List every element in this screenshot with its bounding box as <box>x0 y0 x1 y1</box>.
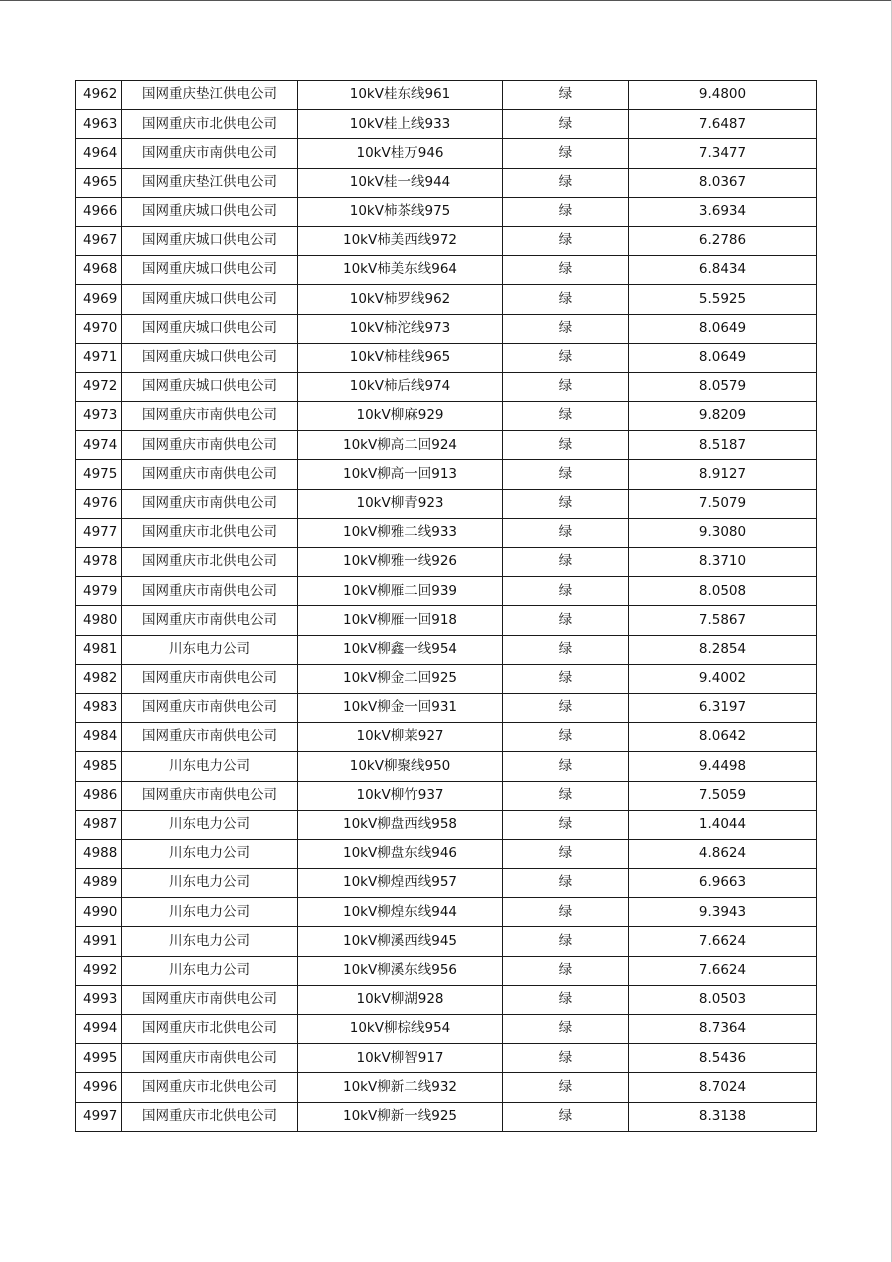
table-row <box>76 781 817 810</box>
value-cell: 8.5436 <box>629 1044 817 1073</box>
table-row <box>76 197 817 226</box>
value-cell: 1.4044 <box>629 810 817 839</box>
company-cell: 国网重庆市南供电公司 <box>122 402 298 431</box>
company-cell: 国网重庆城口供电公司 <box>122 285 298 314</box>
line-name-cell: 10kV柿美东线964 <box>298 256 503 285</box>
status-cell: 绿 <box>503 256 629 285</box>
line-name-cell: 10kV柿桂线965 <box>298 343 503 372</box>
row-number-cell: 4965 <box>76 168 122 197</box>
table-row <box>76 431 817 460</box>
table-row <box>76 606 817 635</box>
status-cell: 绿 <box>503 810 629 839</box>
status-cell: 绿 <box>503 664 629 693</box>
line-name-cell: 10kV柳金二回925 <box>298 664 503 693</box>
row-number-cell: 4987 <box>76 810 122 839</box>
value-cell: 9.4498 <box>629 752 817 781</box>
status-cell: 绿 <box>503 723 629 752</box>
company-cell: 国网重庆市北供电公司 <box>122 1073 298 1102</box>
company-cell: 国网重庆市南供电公司 <box>122 577 298 606</box>
status-cell: 绿 <box>503 752 629 781</box>
row-number-cell: 4970 <box>76 314 122 343</box>
company-cell: 国网重庆市北供电公司 <box>122 518 298 547</box>
line-name-cell: 10kV柿罗线962 <box>298 285 503 314</box>
table-row <box>76 402 817 431</box>
row-number-cell: 4966 <box>76 197 122 226</box>
status-cell: 绿 <box>503 314 629 343</box>
table-row <box>76 1102 817 1131</box>
value-cell: 8.0579 <box>629 372 817 401</box>
table-row <box>76 343 817 372</box>
company-cell: 国网重庆垫江供电公司 <box>122 81 298 110</box>
row-number-cell: 4974 <box>76 431 122 460</box>
value-cell: 8.0367 <box>629 168 817 197</box>
line-name-cell: 10kV柳麻929 <box>298 402 503 431</box>
value-cell: 8.2854 <box>629 635 817 664</box>
company-cell: 国网重庆市南供电公司 <box>122 781 298 810</box>
table-row <box>76 314 817 343</box>
table-body <box>76 81 817 1132</box>
status-cell: 绿 <box>503 460 629 489</box>
row-number-cell: 4985 <box>76 752 122 781</box>
company-cell: 国网重庆市南供电公司 <box>122 664 298 693</box>
status-cell: 绿 <box>503 635 629 664</box>
table-row <box>76 110 817 139</box>
company-cell: 国网重庆城口供电公司 <box>122 197 298 226</box>
row-number-cell: 4988 <box>76 839 122 868</box>
line-name-cell: 10kV柳竹937 <box>298 781 503 810</box>
table-row <box>76 489 817 518</box>
line-name-cell: 10kV柳高一回913 <box>298 460 503 489</box>
value-cell: 8.3710 <box>629 548 817 577</box>
status-cell: 绿 <box>503 226 629 255</box>
value-cell: 8.5187 <box>629 431 817 460</box>
company-cell: 国网重庆城口供电公司 <box>122 314 298 343</box>
company-cell: 川东电力公司 <box>122 898 298 927</box>
status-cell: 绿 <box>503 168 629 197</box>
status-cell: 绿 <box>503 431 629 460</box>
table-row <box>76 693 817 722</box>
line-name-cell: 10kV柳高二回924 <box>298 431 503 460</box>
row-number-cell: 4975 <box>76 460 122 489</box>
table-row <box>76 985 817 1014</box>
status-cell: 绿 <box>503 839 629 868</box>
value-cell: 7.5059 <box>629 781 817 810</box>
line-name-cell: 10kV桂一线944 <box>298 168 503 197</box>
value-cell: 8.3138 <box>629 1102 817 1131</box>
status-cell: 绿 <box>503 139 629 168</box>
status-cell: 绿 <box>503 197 629 226</box>
line-name-cell: 10kV柳聚线950 <box>298 752 503 781</box>
row-number-cell: 4971 <box>76 343 122 372</box>
table-row <box>76 664 817 693</box>
company-cell: 国网重庆市南供电公司 <box>122 431 298 460</box>
status-cell: 绿 <box>503 548 629 577</box>
company-cell: 川东电力公司 <box>122 927 298 956</box>
status-cell: 绿 <box>503 1073 629 1102</box>
data-table <box>75 80 817 1132</box>
line-name-cell: 10kV柳煌东线944 <box>298 898 503 927</box>
value-cell: 9.3080 <box>629 518 817 547</box>
line-name-cell: 10kV柳棕线954 <box>298 1015 503 1044</box>
row-number-cell: 4995 <box>76 1044 122 1073</box>
table-row <box>76 927 817 956</box>
line-name-cell: 10kV柳莱927 <box>298 723 503 752</box>
row-number-cell: 4978 <box>76 548 122 577</box>
status-cell: 绿 <box>503 606 629 635</box>
line-name-cell: 10kV桂东线961 <box>298 81 503 110</box>
line-name-cell: 10kV柿后线974 <box>298 372 503 401</box>
row-number-cell: 4994 <box>76 1015 122 1044</box>
value-cell: 6.3197 <box>629 693 817 722</box>
company-cell: 国网重庆市北供电公司 <box>122 110 298 139</box>
row-number-cell: 4996 <box>76 1073 122 1102</box>
row-number-cell: 4968 <box>76 256 122 285</box>
company-cell: 国网重庆市南供电公司 <box>122 606 298 635</box>
status-cell: 绿 <box>503 110 629 139</box>
line-name-cell: 10kV桂万946 <box>298 139 503 168</box>
line-name-cell: 10kV柳雅二线933 <box>298 518 503 547</box>
table-row <box>76 898 817 927</box>
status-cell: 绿 <box>503 869 629 898</box>
table-row <box>76 1073 817 1102</box>
row-number-cell: 4980 <box>76 606 122 635</box>
value-cell: 7.6624 <box>629 927 817 956</box>
status-cell: 绿 <box>503 343 629 372</box>
table-row <box>76 1044 817 1073</box>
company-cell: 国网重庆市南供电公司 <box>122 1044 298 1073</box>
company-cell: 川东电力公司 <box>122 810 298 839</box>
company-cell: 国网重庆市南供电公司 <box>122 139 298 168</box>
company-cell: 国网重庆城口供电公司 <box>122 256 298 285</box>
table-row <box>76 548 817 577</box>
line-name-cell: 10kV柿沱线973 <box>298 314 503 343</box>
company-cell: 国网重庆市南供电公司 <box>122 460 298 489</box>
line-name-cell: 10kV柳湖928 <box>298 985 503 1014</box>
row-number-cell: 4993 <box>76 985 122 1014</box>
line-name-cell: 10kV桂上线933 <box>298 110 503 139</box>
value-cell: 7.3477 <box>629 139 817 168</box>
value-cell: 8.7024 <box>629 1073 817 1102</box>
value-cell: 6.2786 <box>629 226 817 255</box>
line-name-cell: 10kV柳雁二回939 <box>298 577 503 606</box>
value-cell: 8.0508 <box>629 577 817 606</box>
value-cell: 8.0649 <box>629 343 817 372</box>
line-name-cell: 10kV柳新二线932 <box>298 1073 503 1102</box>
row-number-cell: 4982 <box>76 664 122 693</box>
company-cell: 国网重庆市北供电公司 <box>122 548 298 577</box>
table-row <box>76 81 817 110</box>
table-row <box>76 518 817 547</box>
company-cell: 国网重庆市南供电公司 <box>122 693 298 722</box>
company-cell: 国网重庆市南供电公司 <box>122 489 298 518</box>
line-name-cell: 10kV柿茶线975 <box>298 197 503 226</box>
table-row <box>76 285 817 314</box>
row-number-cell: 4967 <box>76 226 122 255</box>
row-number-cell: 4979 <box>76 577 122 606</box>
row-number-cell: 4977 <box>76 518 122 547</box>
company-cell: 国网重庆市北供电公司 <box>122 1015 298 1044</box>
row-number-cell: 4981 <box>76 635 122 664</box>
company-cell: 川东电力公司 <box>122 635 298 664</box>
value-cell: 9.8209 <box>629 402 817 431</box>
value-cell: 7.5867 <box>629 606 817 635</box>
company-cell: 川东电力公司 <box>122 839 298 868</box>
line-name-cell: 10kV柳金一回931 <box>298 693 503 722</box>
table-row <box>76 139 817 168</box>
table-row <box>76 810 817 839</box>
value-cell: 9.4800 <box>629 81 817 110</box>
line-name-cell: 10kV柿美西线972 <box>298 226 503 255</box>
table-row <box>76 256 817 285</box>
row-number-cell: 4991 <box>76 927 122 956</box>
company-cell: 川东电力公司 <box>122 869 298 898</box>
company-cell: 川东电力公司 <box>122 956 298 985</box>
value-cell: 8.7364 <box>629 1015 817 1044</box>
table-row <box>76 869 817 898</box>
company-cell: 川东电力公司 <box>122 752 298 781</box>
value-cell: 6.9663 <box>629 869 817 898</box>
value-cell: 6.8434 <box>629 256 817 285</box>
value-cell: 9.3943 <box>629 898 817 927</box>
row-number-cell: 4990 <box>76 898 122 927</box>
status-cell: 绿 <box>503 1044 629 1073</box>
table-row <box>76 577 817 606</box>
status-cell: 绿 <box>503 577 629 606</box>
line-name-cell: 10kV柳新一线925 <box>298 1102 503 1131</box>
table-row <box>76 635 817 664</box>
company-cell: 国网重庆市南供电公司 <box>122 723 298 752</box>
line-name-cell: 10kV柳溪西线945 <box>298 927 503 956</box>
row-number-cell: 4992 <box>76 956 122 985</box>
value-cell: 9.4002 <box>629 664 817 693</box>
table-row <box>76 839 817 868</box>
line-name-cell: 10kV柳雁一回918 <box>298 606 503 635</box>
row-number-cell: 4964 <box>76 139 122 168</box>
value-cell: 7.6487 <box>629 110 817 139</box>
row-number-cell: 4972 <box>76 372 122 401</box>
row-number-cell: 4984 <box>76 723 122 752</box>
company-cell: 国网重庆城口供电公司 <box>122 372 298 401</box>
line-name-cell: 10kV柳青923 <box>298 489 503 518</box>
company-cell: 国网重庆市北供电公司 <box>122 1102 298 1131</box>
company-cell: 国网重庆城口供电公司 <box>122 226 298 255</box>
table-row <box>76 372 817 401</box>
table-row <box>76 460 817 489</box>
status-cell: 绿 <box>503 956 629 985</box>
status-cell: 绿 <box>503 781 629 810</box>
value-cell: 3.6934 <box>629 197 817 226</box>
table-row <box>76 723 817 752</box>
row-number-cell: 4976 <box>76 489 122 518</box>
value-cell: 8.0649 <box>629 314 817 343</box>
table-row <box>76 752 817 781</box>
value-cell: 8.9127 <box>629 460 817 489</box>
value-cell: 5.5925 <box>629 285 817 314</box>
row-number-cell: 4963 <box>76 110 122 139</box>
status-cell: 绿 <box>503 1015 629 1044</box>
status-cell: 绿 <box>503 518 629 547</box>
status-cell: 绿 <box>503 1102 629 1131</box>
row-number-cell: 4986 <box>76 781 122 810</box>
row-number-cell: 4962 <box>76 81 122 110</box>
value-cell: 8.0503 <box>629 985 817 1014</box>
row-number-cell: 4973 <box>76 402 122 431</box>
line-name-cell: 10kV柳盘东线946 <box>298 839 503 868</box>
table-row <box>76 226 817 255</box>
row-number-cell: 4983 <box>76 693 122 722</box>
line-name-cell: 10kV柳溪东线956 <box>298 956 503 985</box>
value-cell: 7.6624 <box>629 956 817 985</box>
table-row <box>76 1015 817 1044</box>
status-cell: 绿 <box>503 489 629 518</box>
status-cell: 绿 <box>503 898 629 927</box>
value-cell: 8.0642 <box>629 723 817 752</box>
line-name-cell: 10kV柳雅一线926 <box>298 548 503 577</box>
status-cell: 绿 <box>503 372 629 401</box>
company-cell: 国网重庆市南供电公司 <box>122 985 298 1014</box>
row-number-cell: 4997 <box>76 1102 122 1131</box>
line-name-cell: 10kV柳智917 <box>298 1044 503 1073</box>
status-cell: 绿 <box>503 927 629 956</box>
status-cell: 绿 <box>503 81 629 110</box>
line-name-cell: 10kV柳盘西线958 <box>298 810 503 839</box>
company-cell: 国网重庆垫江供电公司 <box>122 168 298 197</box>
company-cell: 国网重庆城口供电公司 <box>122 343 298 372</box>
value-cell: 4.8624 <box>629 839 817 868</box>
value-cell: 7.5079 <box>629 489 817 518</box>
row-number-cell: 4989 <box>76 869 122 898</box>
line-name-cell: 10kV柳煌西线957 <box>298 869 503 898</box>
table-row <box>76 956 817 985</box>
line-name-cell: 10kV柳鑫一线954 <box>298 635 503 664</box>
status-cell: 绿 <box>503 985 629 1014</box>
status-cell: 绿 <box>503 402 629 431</box>
status-cell: 绿 <box>503 285 629 314</box>
table-row <box>76 168 817 197</box>
status-cell: 绿 <box>503 693 629 722</box>
page-top-rule <box>0 0 892 1</box>
row-number-cell: 4969 <box>76 285 122 314</box>
